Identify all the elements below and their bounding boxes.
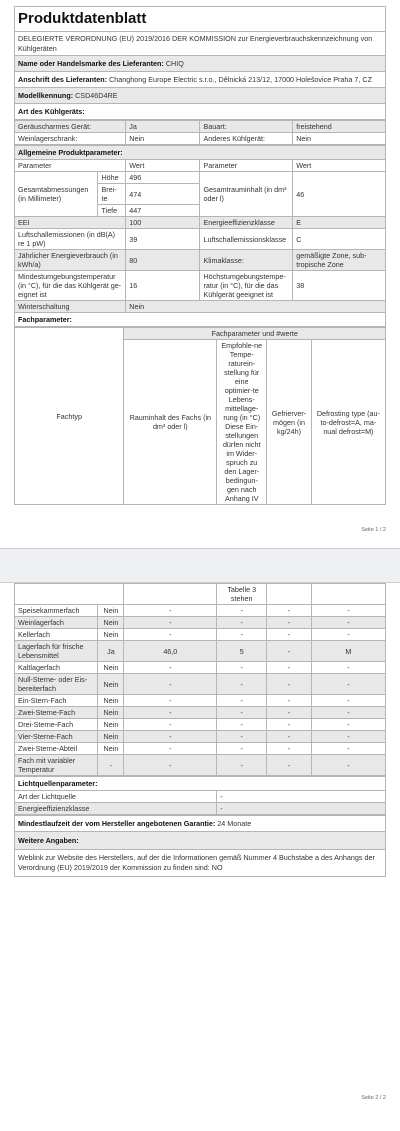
model-label: Modellkennung:	[18, 91, 74, 100]
model-value: CSD46D4RE	[75, 91, 118, 100]
compartment-temp: -	[217, 695, 267, 707]
compartment-temp: 5	[217, 641, 267, 662]
compartment-volume: -	[124, 731, 217, 743]
compartment-freezing: -	[267, 629, 312, 641]
compartment-present: Nein	[98, 674, 124, 695]
general-params-header-row	[15, 160, 386, 172]
design-value: freistehend	[293, 121, 386, 133]
compartment-present: Nein	[98, 707, 124, 719]
compartment-present: Nein	[98, 743, 124, 755]
compartment-freezing: -	[267, 719, 312, 731]
compartment-defrost: -	[311, 629, 385, 641]
compartment-type-name: Kellerfach	[15, 629, 98, 641]
low-noise-label: Geräuscharmes Gerät:	[15, 121, 126, 133]
total-volume-label: Gesamtrauminhalt (in dm³ oder l)	[200, 172, 293, 217]
col-compartment-volume: Rauminhalt des Fachs (in dm³ oder l)	[124, 340, 217, 505]
dimensions-label: Gesamtabmessungen (in Millimeter)	[15, 172, 98, 217]
compartment-type-name: Weinlagerfach	[15, 617, 98, 629]
compartment-volume: -	[124, 755, 217, 776]
compartment-defrost: -	[311, 719, 385, 731]
compartment-temp: -	[217, 731, 267, 743]
compartment-type-name: Drei-Sterne-Fach	[15, 719, 98, 731]
compartment-volume: -	[124, 743, 217, 755]
low-noise-value: Ja	[126, 121, 200, 133]
compartment-defrost: M	[311, 641, 385, 662]
compartment-temp: -	[217, 707, 267, 719]
compartment-temp: -	[217, 662, 267, 674]
winter-setting-label: Winterschaltung	[15, 301, 126, 313]
compartment-temp: -	[217, 629, 267, 641]
general-params-heading: Allgemeine Produktparameter:	[15, 146, 386, 160]
light-source-type-label: Art der Lichtquelle	[15, 791, 217, 803]
model-row	[15, 88, 386, 104]
appliance-type-row	[15, 133, 386, 145]
compartment-temp: -	[217, 605, 267, 617]
depth-label: Tiefe	[98, 205, 126, 217]
annual-energy-value: 80	[126, 250, 200, 271]
width-value: 474	[126, 184, 200, 205]
col-recommended-temp: Empfohle-ne Tempe-raturein-stellung für eine optimier-te Lebens-mittellage-rung (in °C) Diese Ein-stellungen dürfen nicht im Wider-spruch zu den Lager-bedingun-gen nach Anhang IV	[217, 340, 267, 505]
compartment-present: Nein	[98, 605, 124, 617]
winter-setting-value: Nein	[126, 301, 386, 313]
warranty-label: Mindestlaufzeit der vom Hersteller angebotenen Garantie:	[18, 819, 216, 828]
light-source-type-value: -	[217, 791, 386, 803]
total-volume-value: 46	[293, 172, 386, 217]
further-info-text: Weblink zur Website des Herstellers, auf der die Informationen gemäß Nummer 4 Buchstabe a des Anhangs der Verordnung (EU) 2019/2019 der Kommission zu finden sind:	[18, 853, 375, 872]
light-energy-class-value: -	[217, 803, 386, 815]
compartment-table	[14, 583, 386, 776]
compartment-present: -	[98, 755, 124, 776]
compartment-type-name: Ein-Stern-Fach	[15, 695, 98, 707]
max-ambient-temp-value: 38	[293, 271, 386, 301]
supplier-name-label: Name oder Handelsmarke des Lieferanten:	[18, 59, 164, 68]
compartment-freezing: -	[267, 755, 312, 776]
noise-emission-value: 39	[126, 229, 200, 250]
other-appliance-value: Nein	[293, 133, 386, 145]
compartment-row	[15, 707, 386, 719]
compartment-type-name: Null-Sterne- oder Eis-bereiterfach	[15, 674, 98, 695]
compartment-defrost: -	[311, 617, 385, 629]
compartment-defrost: -	[311, 662, 385, 674]
light-source-table	[14, 776, 386, 815]
compartment-freezing: -	[267, 641, 312, 662]
compartment-row	[15, 641, 386, 662]
further-info-value: NO	[211, 863, 223, 872]
climate-class-value: gemäßigte Zone, sub-tropische Zone	[293, 250, 386, 271]
document-title: Produktdatenblatt	[15, 7, 386, 32]
page-number: Seite 1 / 2	[361, 527, 386, 533]
compartment-row	[15, 629, 386, 641]
compartment-rows	[15, 605, 386, 776]
col-parameter: Parameter	[15, 160, 126, 172]
compartment-type-name: Speisekammerfach	[15, 605, 98, 617]
width-label: Brei-te	[98, 184, 126, 205]
compartment-volume: 46,0	[124, 641, 217, 662]
page-2	[0, 583, 400, 1131]
col-compartment-type: Fachtyp	[15, 328, 124, 505]
compartment-defrost: -	[311, 743, 385, 755]
col-defrost-type: Defrosting type (au-to-defrost=A, ma-nual defrost=M)	[311, 340, 385, 505]
compartment-volume: -	[124, 695, 217, 707]
supplier-name-row	[15, 56, 386, 72]
regulation-text: DELEGIERTE VERORDNUNG (EU) 2019/2016 DER KOMMISSION zur Energieverbrauchskennzeichnung von Kühlgeräten	[15, 32, 386, 56]
col-freezing-capacity: Gefrierver-mögen (in kg/24h)	[267, 340, 312, 505]
energy-class-value: E	[293, 217, 386, 229]
compartment-present: Nein	[98, 617, 124, 629]
compartment-freezing: -	[267, 743, 312, 755]
page-2-content	[14, 583, 386, 877]
light-row	[15, 803, 386, 815]
noise-emission-label: Luftschallemissionen (in dB(A) re 1 pW)	[15, 229, 126, 250]
compartment-present: Nein	[98, 719, 124, 731]
wine-cabinet-label: Weinlagerschrank:	[15, 133, 126, 145]
compartment-temp: -	[217, 743, 267, 755]
general-row	[15, 250, 386, 271]
compartment-defrost: -	[311, 755, 385, 776]
compartment-freezing: -	[267, 695, 312, 707]
appliance-type-table	[14, 120, 386, 145]
eei-value: 100	[126, 217, 200, 229]
compartment-type-name: Vier-Sterne-Fach	[15, 731, 98, 743]
compartment-header-continued	[15, 584, 386, 605]
noise-class-value: C	[293, 229, 386, 250]
compartment-type-name: Zwei-Sterne-Abteil	[15, 743, 98, 755]
compartment-row	[15, 662, 386, 674]
compartment-present: Nein	[98, 695, 124, 707]
compartment-freezing: -	[267, 662, 312, 674]
compartment-present: Ja	[98, 641, 124, 662]
supplier-address-value: Changhong Europe Electric s.r.o., Dělnická 213/12, 17000 Holešovice Praha 7, CZ	[109, 75, 372, 84]
compartment-type-name: Fach mit variabler Temperatur	[15, 755, 98, 776]
compartment-volume: -	[124, 707, 217, 719]
page-1	[0, 0, 400, 548]
supplier-name-value: CHIQ	[165, 59, 184, 68]
compartment-row	[15, 605, 386, 617]
climate-class-label: Klimaklasse:	[200, 250, 293, 271]
compartment-type-name: Zwei-Sterne-Fach	[15, 707, 98, 719]
compartment-volume: -	[124, 719, 217, 731]
col-value: Wert	[293, 160, 386, 172]
page-separator	[0, 548, 400, 583]
other-appliance-label: Anderes Kühlgerät:	[200, 133, 293, 145]
compartment-row	[15, 731, 386, 743]
compartment-volume: -	[124, 629, 217, 641]
height-label: Höhe	[98, 172, 126, 184]
light-energy-class-label: Energieeffizienzklasse	[15, 803, 217, 815]
compartment-defrost: -	[311, 674, 385, 695]
compartment-defrost: -	[311, 731, 385, 743]
compartment-temp: -	[217, 674, 267, 695]
design-label: Bauart:	[200, 121, 293, 133]
general-row	[15, 217, 386, 229]
compartment-group-header: Fachparameter und #werte	[124, 328, 386, 340]
general-row	[15, 301, 386, 313]
compartment-freezing: -	[267, 617, 312, 629]
compartment-freezing: -	[267, 707, 312, 719]
warranty-value: 24 Monate	[217, 819, 252, 828]
depth-value: 447	[126, 205, 200, 217]
compartment-row	[15, 617, 386, 629]
compartment-present: Nein	[98, 629, 124, 641]
compartment-freezing: -	[267, 674, 312, 695]
compartment-type-name: Lagerfach für frische Lebensmittel	[15, 641, 98, 662]
compartment-row	[15, 674, 386, 695]
appliance-type-heading: Art des Kühlgeräts:	[15, 104, 386, 120]
supplier-address-row	[15, 72, 386, 88]
compartment-row	[15, 755, 386, 776]
compartment-params-heading: Fachparameter:	[15, 313, 386, 327]
compartment-volume: -	[124, 662, 217, 674]
compartment-present: Nein	[98, 662, 124, 674]
compartment-temp: -	[217, 755, 267, 776]
wine-cabinet-value: Nein	[126, 133, 200, 145]
height-value: 496	[126, 172, 200, 184]
compartment-temp: -	[217, 719, 267, 731]
energy-class-label: Energieeffizienzklasse	[200, 217, 293, 229]
compartment-temp: -	[217, 617, 267, 629]
compartment-type-name: Kaltlagerfach	[15, 662, 98, 674]
footer-table	[14, 815, 386, 877]
appliance-type-row	[15, 121, 386, 133]
noise-class-label: Luftschallemissionsklasse	[200, 229, 293, 250]
general-params-table	[14, 145, 386, 327]
eei-label: EEI	[15, 217, 126, 229]
page-number: Seite 2 / 2	[361, 1095, 386, 1101]
compartment-defrost: -	[311, 605, 385, 617]
compartment-defrost: -	[311, 707, 385, 719]
compartment-volume: -	[124, 605, 217, 617]
min-ambient-temp-value: 16	[126, 271, 200, 301]
col-parameter: Parameter	[200, 160, 293, 172]
compartment-present: Nein	[98, 731, 124, 743]
compartment-row	[15, 743, 386, 755]
annual-energy-label: Jährlicher Energieverbrauch (in kWh/a)	[15, 250, 126, 271]
compartment-volume: -	[124, 674, 217, 695]
compartment-row	[15, 719, 386, 731]
compartment-header-table	[14, 327, 386, 505]
compartment-row	[15, 695, 386, 707]
further-info-heading: Weitere Angaben:	[15, 832, 386, 850]
compartment-volume: -	[124, 617, 217, 629]
light-row	[15, 791, 386, 803]
general-row	[15, 229, 386, 250]
header-table	[14, 6, 386, 120]
page-1-content	[14, 6, 386, 505]
compartment-freezing: -	[267, 605, 312, 617]
general-row	[15, 271, 386, 301]
compartment-defrost: -	[311, 695, 385, 707]
supplier-address-label: Anschrift des Lieferanten:	[18, 75, 108, 84]
warranty-row	[15, 816, 386, 832]
col-recommended-temp-continued: Tabelle 3 stehen	[217, 584, 267, 605]
further-info-row	[15, 850, 386, 877]
compartment-freezing: -	[267, 731, 312, 743]
light-source-heading: Lichtquellenparameter:	[15, 777, 386, 791]
max-ambient-temp-label: Höchstumgebungstempe-ratur (in °C), für die das Kühlgerät geeignet ist	[200, 271, 293, 301]
col-value: Wert	[126, 160, 200, 172]
min-ambient-temp-label: Mindestumgebungstemperatur (in °C), für die das Kühlgerät ge-eignet ist	[15, 271, 126, 301]
